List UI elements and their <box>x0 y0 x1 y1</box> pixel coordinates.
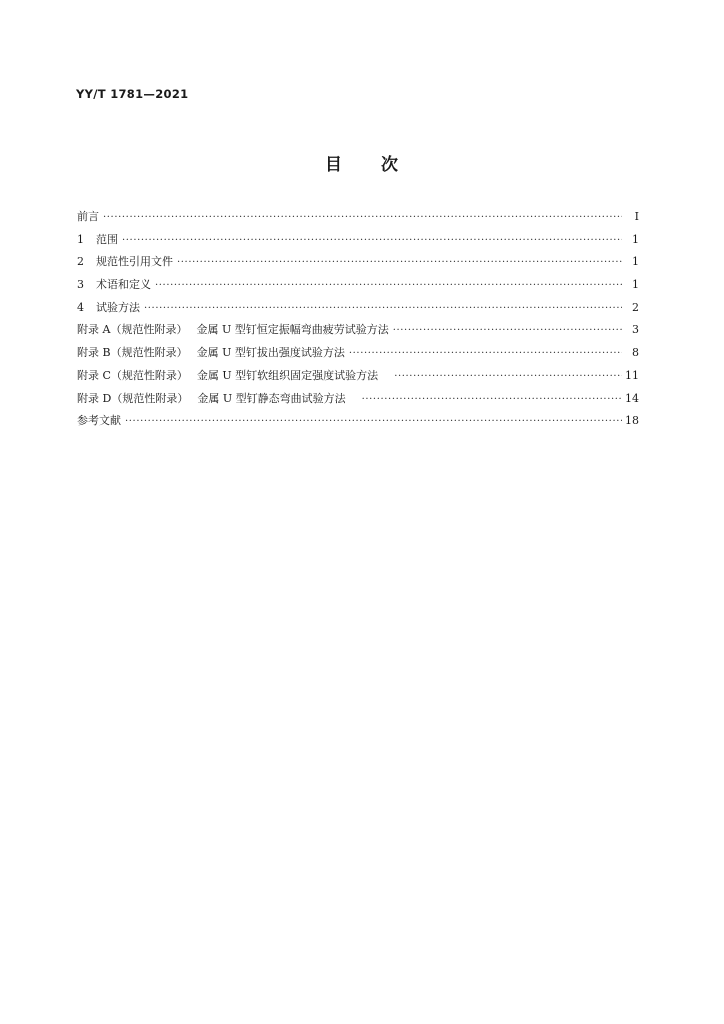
toc-entry-spacer <box>346 392 358 405</box>
toc-entry-text: 规范性引用文件 <box>96 255 173 269</box>
toc-entry-label <box>77 274 155 297</box>
toc-entry-text: 范围 <box>96 232 118 246</box>
toc-entry-number: 2 <box>77 255 84 269</box>
standard-code: YY/T 1781—2021 <box>76 87 189 101</box>
toc-leader-dots <box>394 365 622 388</box>
toc-page-number: 11 <box>625 368 639 382</box>
toc-page-number: 8 <box>632 346 639 360</box>
toc-entry-subtitle: 金属 U 型钉恒定振幅弯曲疲劳试验方法 <box>196 323 389 337</box>
toc-entry-bibliography[interactable] <box>77 410 639 433</box>
toc-entry-number: 3 <box>77 278 84 292</box>
toc-page-number: 18 <box>625 414 639 428</box>
toc-entry-text: 术语和定义 <box>96 278 151 292</box>
toc-entry-label <box>77 365 394 388</box>
toc-entry-text: 附录 A（规范性附录） <box>77 323 188 337</box>
toc-entry-terms-definitions[interactable] <box>77 274 639 297</box>
toc-title-part2: 次 <box>381 155 399 175</box>
toc-entry-normative-references[interactable] <box>77 251 639 274</box>
toc-list <box>77 206 639 433</box>
toc-leader-dots <box>362 388 622 411</box>
toc-entry-text: 前言 <box>77 210 99 223</box>
toc-leader-dots <box>103 206 622 229</box>
toc-entry-foreword[interactable] <box>77 206 639 229</box>
toc-entry-subtitle: 金属 U 型钉软组织固定强度试验方法 <box>196 368 379 382</box>
toc-entry-label <box>77 297 144 320</box>
toc-page-number: 3 <box>632 323 639 337</box>
toc-entry-text: 试验方法 <box>96 300 140 314</box>
toc-title <box>0 150 724 175</box>
toc-entry-subtitle: 金属 U 型钉静态弯曲试验方法 <box>197 391 346 405</box>
toc-leader-dots <box>349 342 622 365</box>
toc-leader-dots <box>125 410 622 433</box>
toc-entry-label <box>77 206 103 229</box>
toc-entry-text: 附录 B（规范性附录） <box>77 346 188 360</box>
toc-entry-test-methods[interactable] <box>77 297 639 320</box>
toc-entry-text: 附录 D（规范性附录） <box>77 391 189 405</box>
toc-page-number: 2 <box>632 300 639 314</box>
toc-entry-label <box>77 342 349 365</box>
toc-leader-dots <box>393 319 622 342</box>
toc-page-number: 1 <box>632 278 639 292</box>
toc-leader-dots <box>155 274 622 297</box>
toc-entry-scope[interactable] <box>77 229 639 252</box>
toc-entry-text: 参考文献 <box>77 414 121 428</box>
toc-entry-subtitle: 金属 U 型钉拔出强度试验方法 <box>196 346 345 360</box>
toc-leader-dots <box>144 297 622 320</box>
toc-entry-spacer <box>378 369 390 382</box>
toc-title-part1: 目 <box>325 155 343 175</box>
toc-entry-label <box>77 251 177 274</box>
toc-entry-label <box>77 229 122 252</box>
toc-entry-number: 4 <box>77 300 84 314</box>
toc-leader-dots <box>177 251 622 274</box>
toc-entry-annex-d[interactable] <box>77 388 639 411</box>
toc-entry-label <box>77 388 362 411</box>
toc-entry-label <box>77 410 125 433</box>
toc-leader-dots <box>122 229 622 252</box>
toc-entry-text: 附录 C（规范性附录） <box>77 368 188 382</box>
toc-page-number: 1 <box>632 232 639 246</box>
toc-page-number: Ⅰ <box>634 210 639 223</box>
toc-page-number: 14 <box>625 391 639 405</box>
toc-entry-number: 1 <box>77 232 84 246</box>
toc-page-number: 1 <box>632 255 639 269</box>
toc-entry-annex-c[interactable] <box>77 365 639 388</box>
toc-entry-annex-b[interactable] <box>77 342 639 365</box>
toc-entry-annex-a[interactable] <box>77 319 639 342</box>
toc-entry-label <box>77 319 393 342</box>
